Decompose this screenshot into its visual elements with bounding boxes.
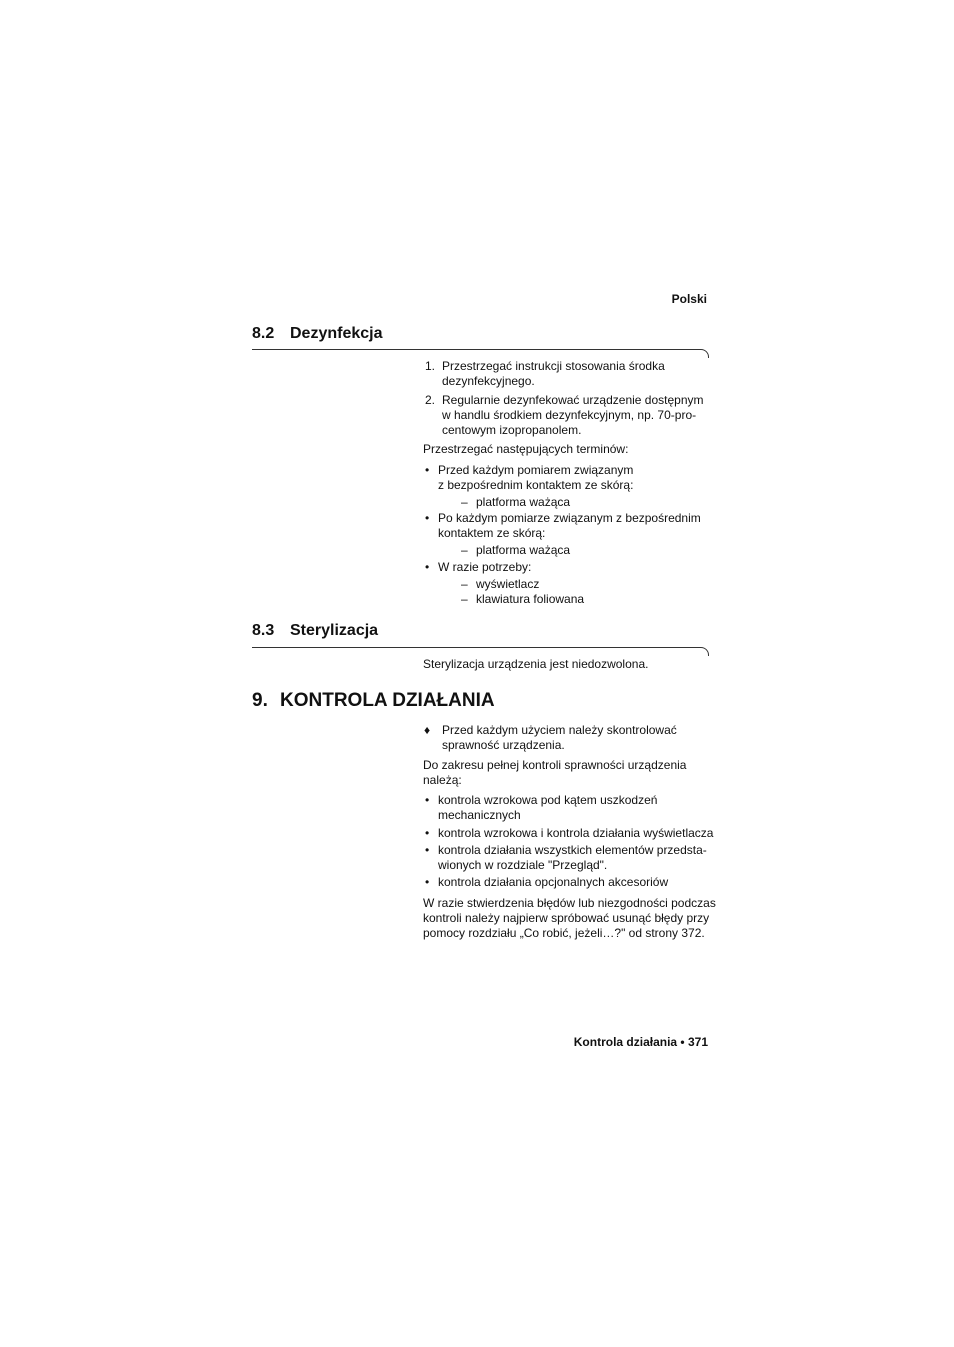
dash-marker: – — [461, 592, 468, 606]
bullet-line: kontrola wzrokowa i kontrola działania wyświetlacza — [438, 826, 714, 840]
step-marker: 1. — [425, 359, 436, 373]
section-rule-end — [698, 349, 709, 358]
section-number: 8.3 — [252, 622, 275, 639]
paragraph: Przestrzegać następujących terminów: — [423, 442, 629, 456]
paragraph-line: kontroli należy najpierw spróbować usunąć błędy przy — [423, 911, 710, 925]
bullet-marker: • — [425, 826, 430, 840]
step-line: centowym izopropanolem. — [442, 423, 582, 437]
section-rule-end — [698, 647, 709, 656]
chapter-number: 9. — [252, 690, 268, 711]
dash-marker: – — [461, 577, 468, 591]
paragraph: Sterylizacja urządzenia jest niedozwolona. — [423, 657, 649, 671]
section-number: 8.2 — [252, 325, 275, 342]
bullet-marker: • — [425, 463, 430, 477]
section-rule — [252, 349, 700, 350]
step-marker: 2. — [425, 393, 436, 407]
language-label: Polski — [671, 292, 707, 306]
section-heading-8-3 — [252, 622, 378, 640]
paragraph-line: należą: — [423, 773, 462, 787]
note-line: sprawność urządzenia. — [442, 738, 565, 752]
paragraph-line: pomocy rozdziału „Co robić, jeżeli…?" od strony 372. — [423, 926, 705, 940]
paragraph-line: Do zakresu pełnej kontroli sprawności urządzenia — [423, 758, 687, 772]
sub-item: platforma ważąca — [476, 543, 571, 557]
bullet-line: wionych w rozdziale "Przegląd". — [438, 858, 608, 872]
step-line: Przestrzegać instrukcji stosowania środka — [442, 359, 665, 373]
step-line: w handlu środkiem dezynfekcyjnym, np. 70-pro- — [442, 408, 697, 422]
paragraph-line: W razie stwierdzenia błędów lub niezgodności podczas — [423, 896, 716, 910]
chapter-title: KONTROLA DZIAŁANIA — [280, 690, 495, 711]
note-marker: ♦ — [424, 723, 431, 737]
section-heading-8-2 — [252, 325, 383, 343]
bullet-line: kontrola działania wszystkich elementów przedsta- — [438, 843, 707, 857]
bullet-marker: • — [425, 511, 430, 525]
bullet-marker: • — [425, 843, 430, 857]
bullet-line: Przed każdym pomiarem związanym — [438, 463, 634, 477]
bullet-line: kontrola działania opcjonalnych akcesoriów — [438, 875, 669, 889]
step-line: dezynfekcyjnego. — [442, 374, 535, 388]
section-title: Sterylizacja — [290, 622, 379, 639]
dash-marker: – — [461, 543, 468, 557]
note-line: Przed każdym użyciem należy skontrolować — [442, 723, 677, 737]
bullet-marker: • — [425, 875, 430, 889]
dash-marker: – — [461, 495, 468, 509]
sub-item: platforma ważąca — [476, 495, 571, 509]
bullet-line: kontrola wzrokowa pod kątem uszkodzeń — [438, 793, 658, 807]
bullet-line: mechanicznych — [438, 808, 521, 822]
sub-item: klawiatura foliowana — [476, 592, 585, 606]
bullet-line: Po każdym pomiarze związanym z bezpośrednim — [438, 511, 701, 525]
bullet-line: W razie potrzeby: — [438, 560, 532, 574]
bullet-marker: • — [425, 793, 430, 807]
page-footer: Kontrola działania • 371 — [573, 1035, 708, 1049]
sub-item: wyświetlacz — [476, 577, 540, 591]
bullet-line: kontaktem ze skórą: — [438, 526, 546, 540]
step-line: Regularnie dezynfekować urządzenie dostępnym — [442, 393, 704, 407]
section-rule — [252, 647, 700, 648]
bullet-line: z bezpośrednim kontaktem ze skórą: — [438, 478, 634, 492]
bullet-marker: • — [425, 560, 430, 574]
chapter-heading-9 — [252, 690, 495, 712]
section-title: Dezynfekcja — [290, 325, 383, 342]
